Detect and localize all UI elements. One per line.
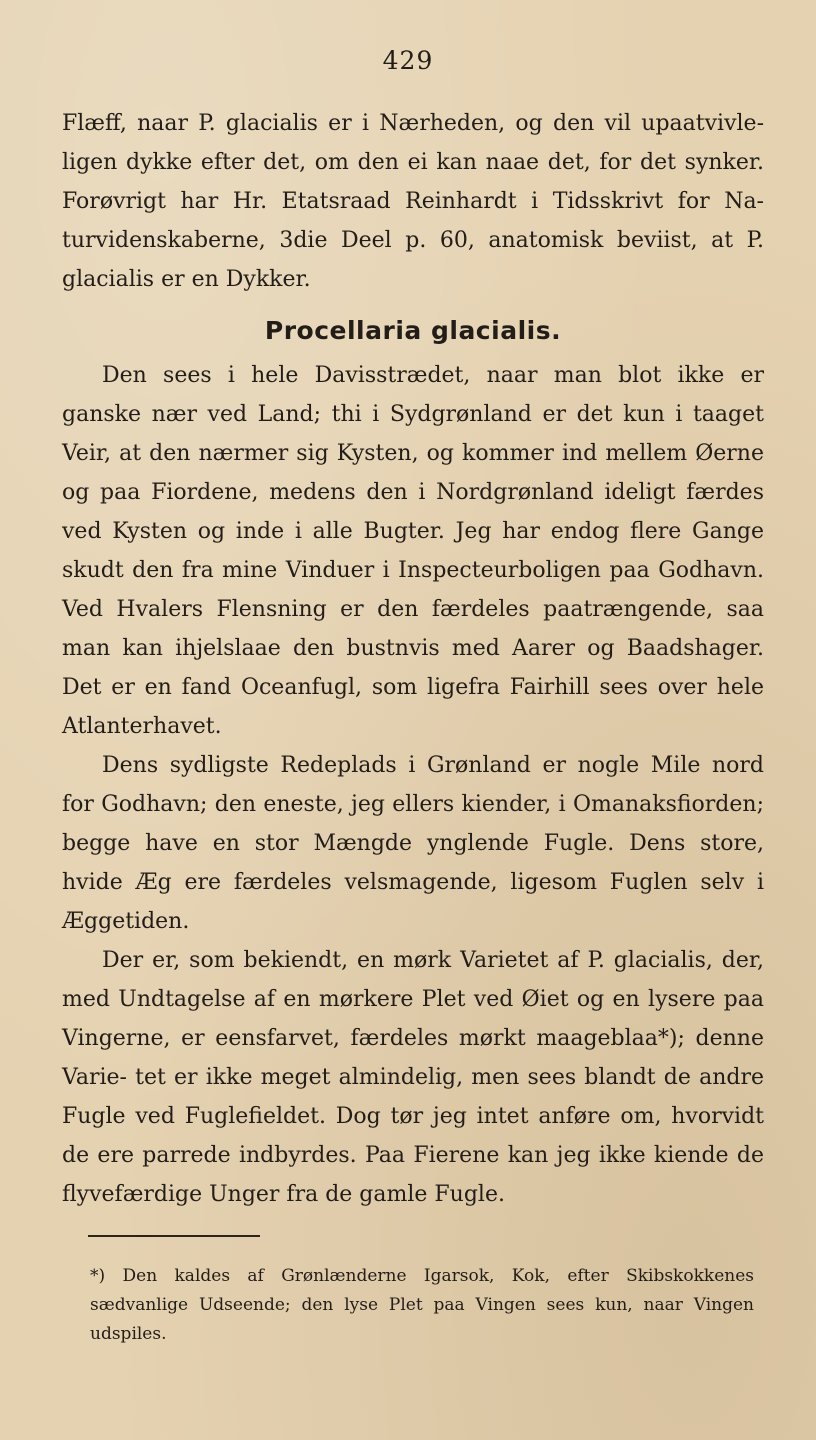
section-heading: Procellaria glacialis. [264, 316, 562, 345]
paragraph-breeding: Dens sydligste Redeplads i Grønland er nogle Mile nord for Godhavn; den eneste, jeg ellers kiender, i Omanaksfiorden; begge have en stor Mængde ynglende Fugle. Dens store, hvide Æg ere færdeles velsmagende, ligesom Fuglen selv i Æggetiden. [62, 753, 764, 934]
paragraph-variety: Der er, som bekiendt, en mørk Varietet af P. glacialis, der, med Undtagelse af en mørkere Plet ved Øiet og en lysere paa Vingerne, er eensfarvet, færdeles mørkt maageblaa*); denne Varie- tet er ikke meget almindelig, men sees blandt de andre Fugle ved Fuglefieldet. Dog tør jeg intet anføre om, hvorvidt de ere parrede indbyrdes. Paa Fierene kan jeg ikke kiende de flyvefærdige Unger fra de gamle Fugle. [62, 948, 764, 1207]
paragraph-continuation: Flæff, naar P. glacialis er i Nærheden, og den vil upaatvivle- ligen dykke efter det, om den ei kan naae det, for det synker. Forøvrigt har Hr. Etatsraad Reinhardt i Tidsskrivt for Na- turvidenskaberne, 3die Deel p. 60, anatomisk beviist, at P. glacialis er en Dykker. [62, 111, 764, 292]
body-text [62, 104, 764, 1214]
paragraph-distribution: Den sees i hele Davisstrædet, naar man blot ikke er ganske nær ved Land; thi i Sydgrønland er det kun i taaget Veir, at den nærmer sig Kysten, og kommer ind mellem Øerne og paa Fiordene, medens den i Nordgrønland ideligt færdes ved Kysten og inde i alle Bugter. Jeg har endog flere Gange skudt den fra mine Vinduer i Inspecteurboligen paa Godhavn. Ved Hvalers Flensning er den færdeles paatrængende, saa man kan ihjelslaae den bustnvis med Aarer og Baadshager. Det er en fand Oceanfugl, som ligefra Fairhill sees over hele Atlanterhavet. [62, 363, 764, 739]
footnote: *) Den kaldes af Grønlænderne Igarsok, Kok, efter Skibskokkenes sædvanlige Udseende; den lyse Plet paa Vingen sees kun, naar Vingen udspiles. [90, 1266, 754, 1344]
page-number: 429 [382, 46, 434, 75]
footnote-divider [88, 1235, 260, 1237]
